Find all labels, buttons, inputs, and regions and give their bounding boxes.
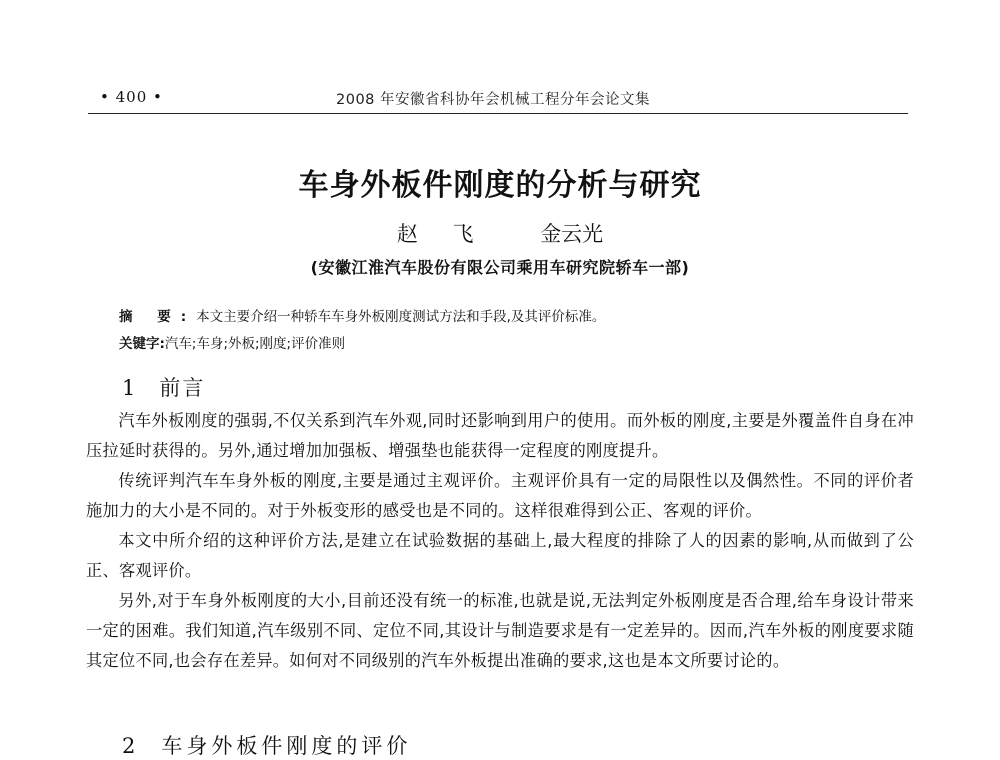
paragraph: 本文中所介绍的这种评价方法,是建立在试验数据的基础上,最大程度的排除了人的因素的影响,从而做到了公正、客观评价。: [86, 531, 914, 580]
body-text: [86, 406, 914, 676]
section-number: 2: [122, 734, 140, 758]
section-title: 前言: [159, 376, 206, 400]
keywords: [119, 332, 345, 352]
journal-title: 2008 年安徽省科协年会机械工程分年会论文集: [336, 92, 651, 108]
section-number: 1: [122, 376, 138, 400]
authors: [0, 218, 1000, 248]
paragraph: 另外,对于车身外板刚度的大小,目前还没有统一的标准,也就是说,无法判定外板刚度是否合理,给车身设计带来一定的困难。我们知道,汽车级别不同、定位不同,其设计与制造要求是有一定差异的。因而,汽车外板的刚度要求随其定位不同,也会存在差异。如何对不同级别的汽车外板提出准确的要求,这也是本文所要讨论的。: [86, 591, 914, 670]
abstract-text: 本文主要介绍一种轿车车身外板刚度测试方法和手段,及其评价标准。: [196, 309, 606, 325]
section-heading-introduction: [122, 372, 205, 402]
section-heading-evaluation: [122, 730, 411, 760]
page-number: • 400 •: [100, 88, 163, 106]
paragraph: 汽车外板刚度的强弱,不仅关系到汽车外观,同时还影响到用户的使用。而外板的刚度,主要是外覆盖件自身在冲压拉延时获得的。另外,通过增加加强板、增强垫也能获得一定程度的刚度提升。: [86, 411, 914, 460]
running-header: [96, 88, 904, 116]
header-rule: [88, 113, 908, 114]
paper-title: 车身外板件刚度的分析与研究: [298, 168, 702, 203]
keywords-text: 汽车;车身;外板;刚度;评价准则: [164, 336, 346, 352]
paragraph: 传统评判汽车车身外板的刚度,主要是通过主观评价。主观评价具有一定的局限性以及偶然性。不同的评价者施加力的大小是不同的。对于外板变形的感受也是不同的。这样很难得到公正、客观的评价。: [86, 471, 914, 520]
affiliation: (安徽江淮汽车股份有限公司乘用车研究院轿车一部): [310, 258, 690, 277]
author-name: 金云光: [540, 222, 604, 246]
abstract-label: 摘 要:: [119, 309, 197, 325]
section-title: 车身外板件刚度的评价: [161, 734, 412, 758]
author-name: 赵 飞: [396, 222, 488, 246]
abstract: [119, 305, 605, 325]
keywords-label: 关键字:: [119, 336, 165, 352]
